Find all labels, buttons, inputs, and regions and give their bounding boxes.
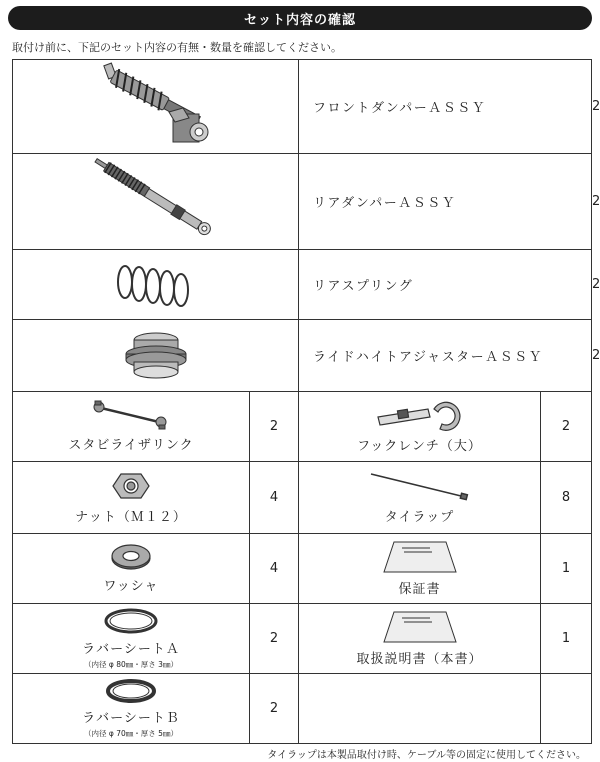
footnote: タイラップは本製品取付け時、ケーブル等の固定に使用してください。 bbox=[267, 750, 586, 761]
qty-cell: 1 bbox=[541, 534, 592, 604]
image-cell bbox=[13, 250, 299, 320]
warranty-card-icon bbox=[380, 540, 460, 574]
item-name: ライドハイトアジャスターＡＳＳＹ bbox=[313, 350, 544, 365]
item-name: リアスプリング bbox=[313, 279, 414, 294]
section-title: セット内容の確認 bbox=[243, 12, 356, 28]
image-cell bbox=[13, 534, 250, 604]
item-name: ナット（Ｍ１２） bbox=[75, 510, 187, 525]
item-name-cell bbox=[299, 320, 592, 392]
item-name: スタビライザリンク bbox=[68, 438, 194, 453]
intro-text: 取付け前に、下記のセット内容の有無・数量を確認してください。 bbox=[12, 41, 342, 54]
image-cell bbox=[299, 462, 541, 534]
rear-spring-icon bbox=[111, 260, 201, 310]
image-cell bbox=[13, 674, 250, 744]
item-name: 取扱説明書（本書） bbox=[356, 652, 483, 667]
item-spec: （内径 φ 70㎜・厚さ 5㎜） bbox=[84, 728, 178, 738]
rubber-seat-icon bbox=[105, 679, 157, 703]
front-damper-icon bbox=[81, 62, 231, 152]
qty-cell: 2 bbox=[541, 392, 592, 462]
table-row: フロントダンパーＡＳＳＹ 2 bbox=[13, 60, 592, 154]
item-name: フロントダンパーＡＳＳＹ bbox=[313, 101, 487, 116]
table-row bbox=[13, 534, 592, 604]
table-row bbox=[13, 392, 592, 462]
item-name-cell bbox=[299, 154, 592, 250]
item-name: リアダンパーＡＳＳＹ bbox=[313, 196, 457, 211]
image-cell bbox=[13, 392, 250, 462]
empty-cell bbox=[541, 674, 592, 744]
image-cell bbox=[13, 462, 250, 534]
rear-damper-icon bbox=[81, 157, 231, 247]
item-name: ラバーシートＢ bbox=[82, 710, 180, 726]
image-cell bbox=[13, 154, 299, 250]
item-name: 保証書 bbox=[398, 582, 441, 597]
image-cell bbox=[299, 604, 541, 674]
stabilizer-link-icon bbox=[91, 400, 171, 430]
qty-cell: 2 bbox=[250, 674, 299, 744]
cable-tie-icon bbox=[365, 470, 475, 502]
qty-cell: 4 bbox=[250, 534, 299, 604]
empty-cell bbox=[299, 674, 541, 744]
table-row bbox=[13, 674, 592, 744]
table-row: ライドハイトアジャスターＡＳＳＹ 2 bbox=[13, 320, 592, 392]
table-row bbox=[13, 462, 592, 534]
image-cell bbox=[13, 320, 299, 392]
item-name-cell bbox=[299, 60, 592, 154]
qty-cell: 8 bbox=[541, 462, 592, 534]
ride-height-adjuster-icon bbox=[116, 328, 196, 384]
image-cell bbox=[299, 534, 541, 604]
table-row bbox=[13, 604, 592, 674]
section-title-bar bbox=[8, 6, 592, 30]
kit-contents-table bbox=[12, 59, 600, 744]
washer-icon bbox=[109, 543, 153, 571]
item-name: タイラップ bbox=[384, 510, 455, 525]
item-spec: （内径 φ 80㎜・厚さ 3㎜） bbox=[84, 659, 178, 669]
image-cell bbox=[299, 392, 541, 462]
item-name: フックレンチ（大） bbox=[357, 439, 482, 454]
image-cell bbox=[13, 60, 299, 154]
qty-cell: 2 bbox=[250, 604, 299, 674]
qty-cell: 2 bbox=[250, 392, 299, 462]
item-name-cell bbox=[299, 250, 592, 320]
hook-wrench-icon bbox=[372, 399, 468, 431]
qty-cell: 1 bbox=[541, 604, 592, 674]
table-row: リアダンパーＡＳＳＹ 2 bbox=[13, 154, 592, 250]
item-name: ワッシャ bbox=[103, 579, 159, 594]
nut-icon bbox=[111, 470, 151, 502]
rubber-seat-icon bbox=[103, 608, 159, 634]
manual-icon bbox=[380, 610, 460, 644]
image-cell bbox=[13, 604, 250, 674]
qty-cell: 4 bbox=[250, 462, 299, 534]
table-row: リアスプリング 2 bbox=[13, 250, 592, 320]
item-name: ラバーシートＡ bbox=[82, 641, 180, 657]
